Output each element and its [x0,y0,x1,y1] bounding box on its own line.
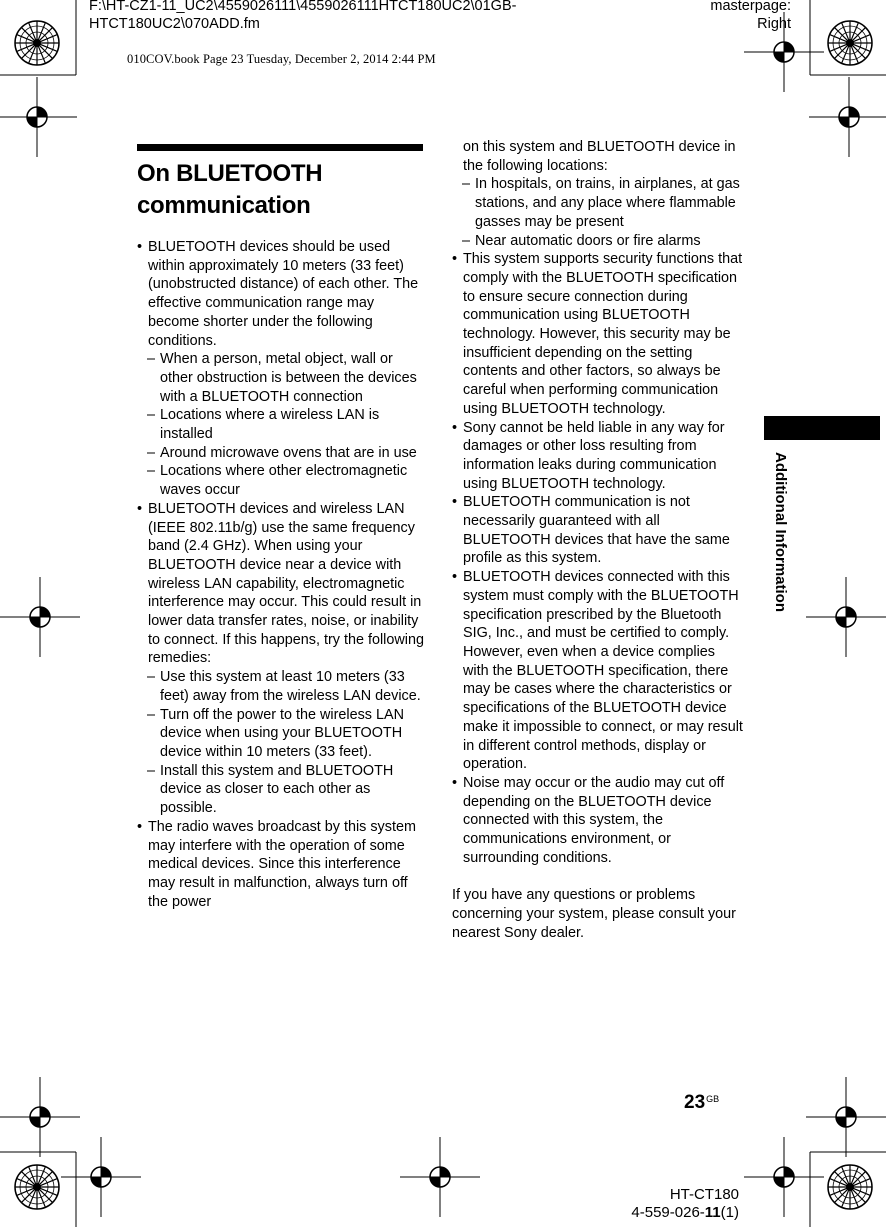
part-number-suffix: (1) [720,1204,739,1221]
file-path-line-2: HTCT180UC2\070ADD.fm [89,16,260,32]
bullet-liability: • Sony cannot be held liable in any way for damages or other loss resulting from information leaks during communication using BLUETOOTH technology. [452,419,744,494]
model-name: HT-CT180 [669,1186,739,1203]
bullet-not-guaranteed: • BLUETOOTH communication is not necessarily guaranteed with all BLUETOOTH devices that have the same profile as this system. [452,493,744,568]
bullet-range: • BLUETOOTH devices should be used within approximately 10 meters (33 feet) (unobstructed distance) of each other. The effective communication range may become shorter under the following conditions. [137,238,425,350]
bullet-noise: • Noise may occur or the audio may cut off depending on the BLUETOOTH device connected with this system, the communications environment, or surrounding conditions. [452,774,744,868]
bullet-security: • This system supports security functions that comply with the BLUETOOTH specification to ensure secure connection during communication using BLUETOOTH technology. However, this security may be insufficient depending on the setting contents and other factors, so always be careful when performing communication using BLUETOOTH technology. [452,250,744,418]
bullet-medical-continued: on this system and BLUETOOTH device in the following locations: [463,139,736,174]
bullet-specification: • BLUETOOTH devices connected with this system must comply with the BLUETOOTH specification prescribed by the Bluetooth SIG, Inc., and must be certified to comply. However, even when a device complies with the BLUETOOTH specification, there may be cases where the characteristics or specifications of the BLUETOOTH device make it impossible to connect, or may result in different control methods, display or operation. [452,568,744,774]
dash-item-distance: – Use this system at least 10 meters (33 feet) away from the wireless LAN device. [137,668,425,705]
bullet-medical-devices: • The radio waves broadcast by this system may interfere with the operation of some medical devices. Since this interference may result in malfunction, always turn off the power [137,818,425,912]
dash-item-microwave: – Around microwave ovens that are in use [137,444,425,463]
dash-item-automatic-doors: – Near automatic doors or fire alarms [452,232,744,251]
book-info-line: 010COV.book Page 23 Tuesday, December 2, 2014 2:44 PM [127,52,436,66]
dash-item-obstruction: – When a person, metal object, wall or other obstruction is between the devices with a BLUETOOTH connection [137,350,425,406]
dash-item-hospitals: – In hospitals, on trains, in airplanes, at gas stations, and any place where flammable gasses may be present [452,175,744,231]
section-title-line-1: On BLUETOOTH [137,160,323,187]
bullet-wireless-lan-interference: • BLUETOOTH devices and wireless LAN (IEEE 802.11b/g) use the same frequency band (2.4 GHz). When using your BLUETOOTH device near a device with wireless LAN capability, electromagnetic interference may occur. This could result in lower data transfer rates, noise, or inability to connect. If this happens, try the following remedies: [137,500,425,668]
dash-item-electromagnetic: – Locations where other electromagnetic waves occur [137,462,425,499]
closing-paragraph: If you have any questions or problems concerning your system, please consult your nearest Sony dealer. [452,887,736,941]
dash-item-install-closer: – Install this system and BLUETOOTH device as closer to each other as possible. [137,762,425,818]
masterpage-line-1: masterpage: [710,0,791,14]
dash-item-turn-off-lan: – Turn off the power to the wireless LAN device when using your BLUETOOTH device within 10 meters (33 feet). [137,706,425,762]
side-tab-text: Additional Information [772,452,789,612]
file-path-line-1: F:\HT-CZ1-11_UC2\4559026111\4559026111HTCT180UC2\01GB- [89,0,517,14]
section-title-line-2: communication [137,192,311,219]
page-number-value: 23 [684,1092,706,1113]
dash-item-wireless-lan: – Locations where a wireless LAN is installed [137,406,425,443]
part-number-bold: 11 [704,1204,721,1221]
masterpage-line-2: Right [757,16,791,32]
part-number-prefix: 4-559-026- [631,1204,705,1221]
page-number-suffix: GB [706,1094,720,1104]
